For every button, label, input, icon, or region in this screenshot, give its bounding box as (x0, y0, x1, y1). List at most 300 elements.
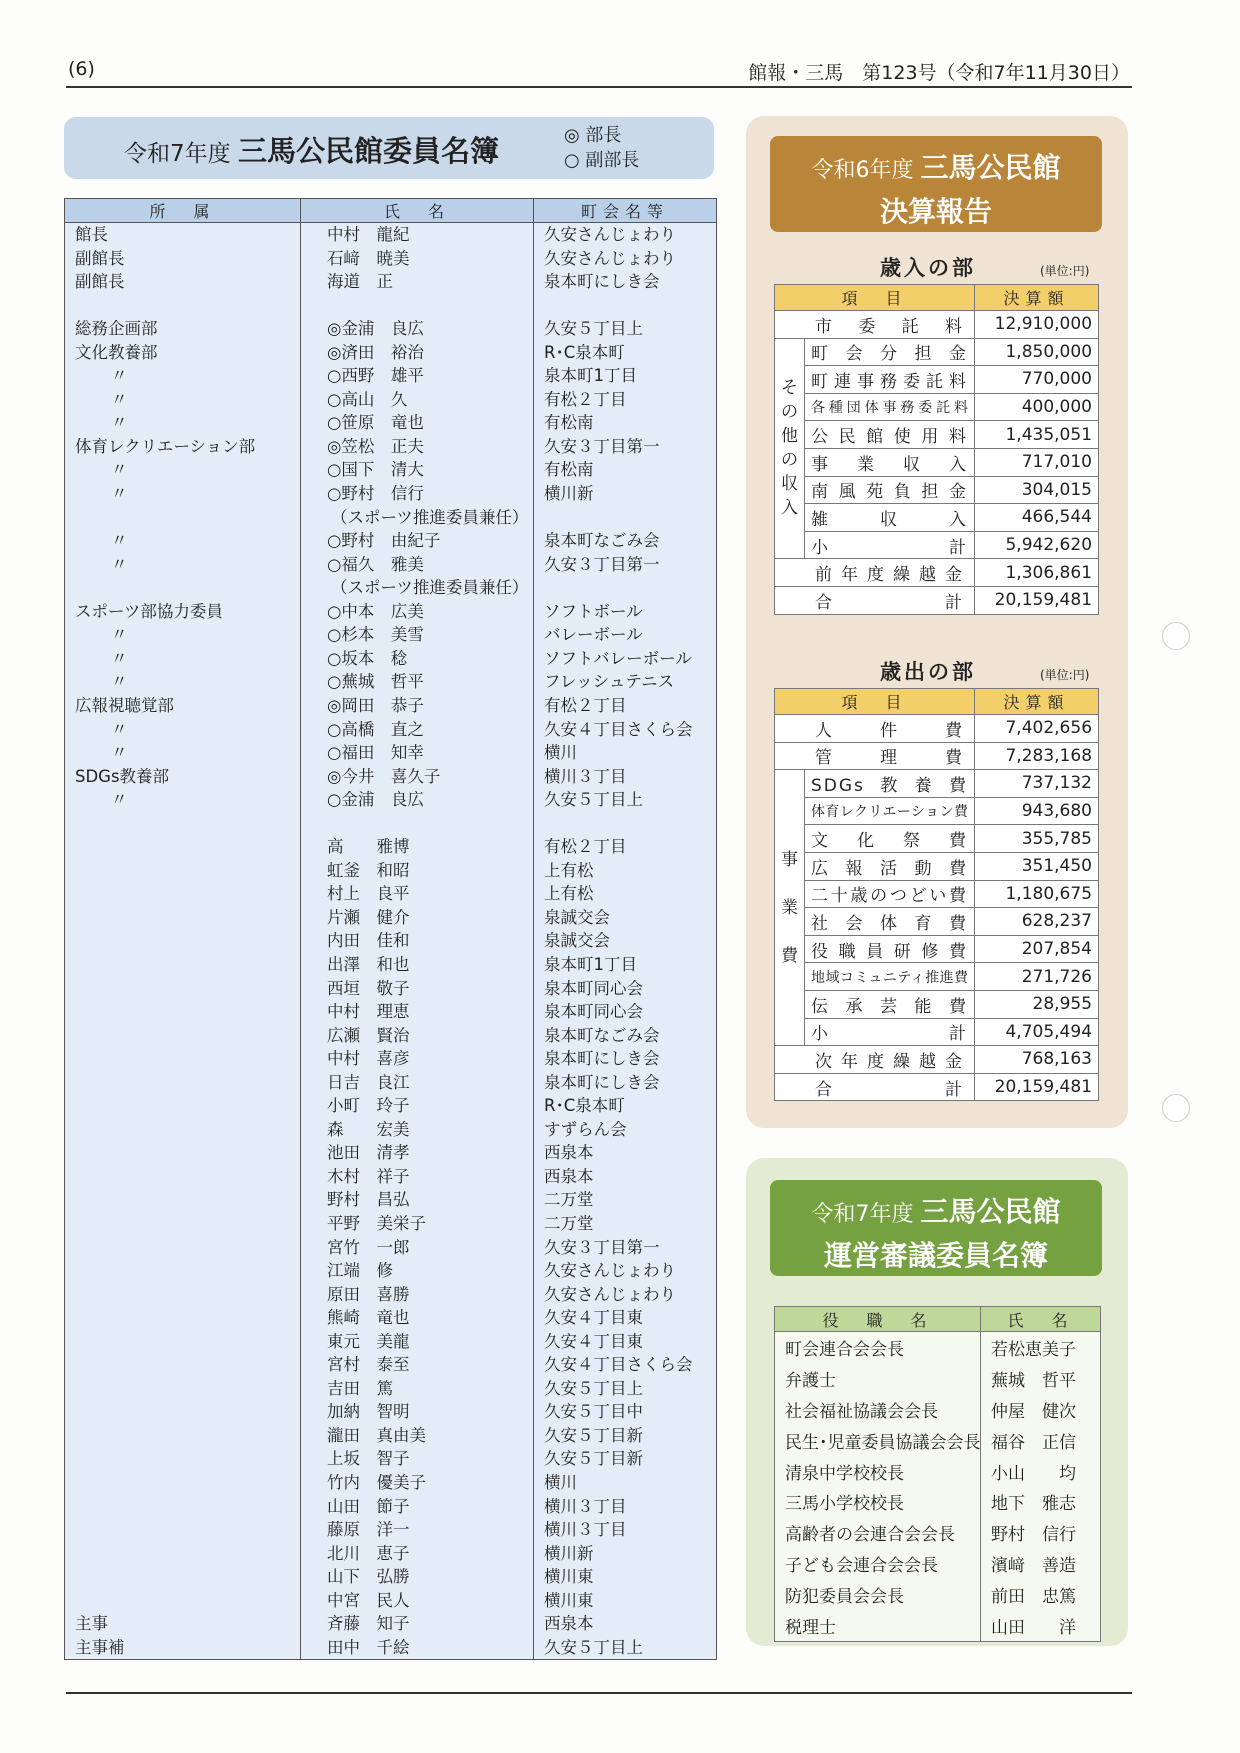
roster-affiliation: 〃 (65, 741, 301, 765)
roster-town: 横川新 (534, 1542, 717, 1566)
roster-member-name: 田中 千絵 (301, 1636, 534, 1660)
roster-town: 横川新 (534, 482, 717, 506)
roster-member-name: 瀧田 真由美 (301, 1424, 534, 1448)
roster-town (534, 506, 717, 530)
budget-row (775, 421, 1099, 449)
council-member-name: 地下 雅志 (981, 1486, 1101, 1517)
roster-affiliation: 〃 (65, 623, 301, 647)
roster-town: 泉本町にしき会 (534, 1071, 717, 1095)
roster-affiliation: 主事 (65, 1612, 301, 1636)
budget-row (775, 448, 1099, 476)
roster-town: 久安４丁目さくら会 (534, 1353, 717, 1377)
legend-vice: ○ 副部長 (564, 150, 640, 171)
budget-row (775, 935, 1099, 963)
roster-town: フレッシュテニス (534, 670, 717, 694)
roster-affiliation: 〃 (65, 670, 301, 694)
roster-town: 横川３丁目 (534, 765, 717, 789)
roster-affiliation (65, 1377, 301, 1401)
income-group-label: そ の 他 の 収 入 (775, 338, 805, 559)
budget-amount: 7,283,168 (975, 742, 1099, 770)
roster-row (65, 247, 717, 271)
budget-item-label: 町連事務委託料 (805, 366, 975, 394)
budget-row (775, 531, 1099, 559)
roster-town (534, 576, 717, 600)
budget-row (775, 990, 1099, 1018)
roster-town: 久安５丁目上 (534, 788, 717, 812)
council-member-name: 仲屋 健次 (981, 1394, 1101, 1425)
roster-member-name: 出澤 和也 (301, 953, 534, 977)
council-position: 社会福祉協議会会長 (775, 1394, 981, 1425)
budget-amount: 466,544 (975, 504, 1099, 532)
roster-member-name: 中宮 民人 (301, 1589, 534, 1613)
roster-member-name: 中村 理恵 (301, 1000, 534, 1024)
roster-affiliation: 文化教養部 (65, 341, 301, 365)
roster-town: 上有松 (534, 882, 717, 906)
roster-affiliation: 〃 (65, 529, 301, 553)
roster-member-name: 虹釜 和昭 (301, 859, 534, 883)
income-col-amount: 決算額 (975, 285, 1099, 311)
roster-row (65, 1188, 717, 1212)
roster-town: ソフトバレーボール (534, 647, 717, 671)
budget-amount: 355,785 (975, 825, 1099, 853)
roster-row (65, 788, 717, 812)
budget-item-label: 管理費 (775, 742, 975, 770)
council-position: 税理士 (775, 1610, 981, 1641)
roster-row (65, 1447, 717, 1471)
roster-member-name: 吉田 篤 (301, 1377, 534, 1401)
roster-row (65, 1589, 717, 1613)
roster-affiliation: 総務企画部 (65, 317, 301, 341)
council-row (775, 1332, 1101, 1363)
roster-member-name: ○高橋 直之 (301, 717, 534, 741)
budget-item-label: 町会分担金 (805, 338, 975, 366)
roster-member-name: ○西野 雄平 (301, 364, 534, 388)
budget-title-main: 三馬公民館 (920, 151, 1061, 184)
roster-town: 有松２丁目 (534, 694, 717, 718)
council-title-prefix: 令和7年度 (811, 1202, 914, 1227)
roster-affiliation (65, 1094, 301, 1118)
roster-affiliation (65, 906, 301, 930)
roster-title-prefix: 令和7年度 (124, 141, 231, 167)
roster-town: 横川３丁目 (534, 1495, 717, 1519)
budget-item-label: 次年度繰越金 (775, 1046, 975, 1074)
roster-member-name: ○坂本 稔 (301, 647, 534, 671)
roster-affiliation (65, 882, 301, 906)
roster-affiliation (65, 1165, 301, 1189)
budget-amount: 271,726 (975, 963, 1099, 991)
roster-town: 泉本町なごみ会 (534, 1024, 717, 1048)
roster-affiliation (65, 1306, 301, 1330)
roster-row (65, 576, 717, 600)
roster-affiliation (65, 1024, 301, 1048)
budget-row (775, 366, 1099, 394)
roster-town: 西泉本 (534, 1612, 717, 1636)
council-col-name: 氏 名 (981, 1307, 1101, 1332)
council-row (775, 1579, 1101, 1610)
budget-row (775, 504, 1099, 532)
budget-item-label: 合計 (775, 586, 975, 614)
roster-member-name: 石﨑 暁美 (301, 247, 534, 271)
roster-member-name: ○福田 知幸 (301, 741, 534, 765)
roster-row (65, 906, 717, 930)
roster-affiliation: 〃 (65, 647, 301, 671)
budget-amount: 628,237 (975, 908, 1099, 936)
roster-title-main: 三馬公民館委員名簿 (237, 134, 499, 168)
roster-affiliation (65, 1283, 301, 1307)
budget-item-label: 人件費 (775, 715, 975, 743)
income-unit: (単位:円) (1040, 264, 1090, 278)
roster-affiliation (65, 1353, 301, 1377)
binder-hole (1162, 1094, 1190, 1122)
budget-item-label: 各種団体事務委託料 (805, 393, 975, 421)
expense-group-label: 事 業 費 (775, 770, 805, 1046)
council-member-name: 若松恵美子 (981, 1332, 1101, 1363)
roster-town: 泉本町同心会 (534, 1000, 717, 1024)
roster-affiliation: 〃 (65, 788, 301, 812)
roster-affiliation (65, 1471, 301, 1495)
roster-row (65, 294, 717, 318)
roster-affiliation (65, 1542, 301, 1566)
income-table (774, 284, 1099, 615)
roster-member-name: 片瀬 健介 (301, 906, 534, 930)
council-row (775, 1548, 1101, 1579)
roster-affiliation (65, 1118, 301, 1142)
roster-affiliation: 〃 (65, 482, 301, 506)
roster-row (65, 1071, 717, 1095)
roster-affiliation (65, 294, 301, 318)
roster-town: ソフトボール (534, 600, 717, 624)
roster-affiliation: 副館長 (65, 270, 301, 294)
roster-row (65, 812, 717, 836)
council-table (774, 1306, 1101, 1642)
council-position: 清泉中学校校長 (775, 1456, 981, 1487)
roster-member-name: ◎笠松 正夫 (301, 435, 534, 459)
budget-item-label: 二十歳のつどい費 (805, 880, 975, 908)
roster-member-name: 日吉 良江 (301, 1071, 534, 1095)
roster-member-name: 北川 恵子 (301, 1542, 534, 1566)
roster-row (65, 1495, 717, 1519)
roster-member-name: 中村 龍紀 (301, 223, 534, 247)
roster-member-name: ○杉本 美雪 (301, 623, 534, 647)
roster-member-name: 東元 美龍 (301, 1330, 534, 1354)
council-col-position: 役 職 名 (775, 1307, 981, 1332)
budget-amount: 20,159,481 (975, 586, 1099, 614)
roster-town (534, 294, 717, 318)
budget-row (775, 1073, 1099, 1101)
roster-row (65, 929, 717, 953)
roster-member-name: 上坂 智子 (301, 1447, 534, 1471)
roster-affiliation: 主事補 (65, 1636, 301, 1660)
council-row (775, 1425, 1101, 1456)
roster-row (65, 1094, 717, 1118)
expense-title: 歳出の部 (880, 660, 976, 684)
budget-amount: 1,306,861 (975, 559, 1099, 587)
budget-amount: 7,402,656 (975, 715, 1099, 743)
roster-affiliation (65, 859, 301, 883)
roster-town: 泉本町1丁目 (534, 364, 717, 388)
budget-item-label: 広報活動費 (805, 852, 975, 880)
council-position: 子ども会連合会会長 (775, 1548, 981, 1579)
roster-affiliation (65, 1495, 301, 1519)
council-position: 防犯委員会会長 (775, 1579, 981, 1610)
roster-member-name: ○笹原 竜也 (301, 411, 534, 435)
council-member-name: 濱﨑 善造 (981, 1548, 1101, 1579)
roster-member-name: 広瀬 賢治 (301, 1024, 534, 1048)
roster-town: 有松南 (534, 458, 717, 482)
roster-member-name: 西垣 敬子 (301, 977, 534, 1001)
roster-affiliation (65, 1047, 301, 1071)
budget-item-label: 南風苑負担金 (805, 476, 975, 504)
budget-item-label: 文化祭費 (805, 825, 975, 853)
roster-row (65, 458, 717, 482)
roster-row (65, 765, 717, 789)
roster-affiliation: スポーツ部協力委員 (65, 600, 301, 624)
roster-member-name (301, 812, 534, 836)
roster-row (65, 317, 717, 341)
budget-panel (746, 116, 1128, 1128)
budget-row (775, 476, 1099, 504)
roster-row (65, 364, 717, 388)
budget-amount: 207,854 (975, 935, 1099, 963)
budget-item-label: 体育レクリエーション費 (805, 797, 975, 825)
roster-town: 久安４丁目さくら会 (534, 717, 717, 741)
budget-row (775, 311, 1099, 339)
council-row (775, 1394, 1101, 1425)
page-number: (6) (68, 58, 95, 80)
council-title-box (770, 1180, 1102, 1276)
roster-town: 久安４丁目東 (534, 1306, 717, 1330)
council-position: 弁護士 (775, 1363, 981, 1394)
roster-member-name: 内田 佳和 (301, 929, 534, 953)
council-title-line2: 運営審議委員名簿 (823, 1239, 1048, 1272)
roster-affiliation (65, 1565, 301, 1589)
roster-row (65, 506, 717, 530)
roster-affiliation (65, 835, 301, 859)
budget-item-label: 小計 (805, 531, 975, 559)
roster-affiliation: 館長 (65, 223, 301, 247)
budget-item-label: 前年度繰越金 (775, 559, 975, 587)
expense-col-amount: 決算額 (975, 689, 1099, 715)
header-rule (66, 86, 1132, 88)
budget-amount: 4,705,494 (975, 1018, 1099, 1046)
roster-affiliation (65, 1518, 301, 1542)
budget-row (775, 852, 1099, 880)
roster-row (65, 1236, 717, 1260)
roster-member-name: ◎済田 裕治 (301, 341, 534, 365)
council-title-main: 三馬公民館 (920, 1195, 1061, 1228)
roster-row (65, 1141, 717, 1165)
roster-col-town: 町会名等 (534, 199, 717, 223)
roster-affiliation (65, 1141, 301, 1165)
roster-town: 久安５丁目新 (534, 1424, 717, 1448)
roster-town: 泉本町なごみ会 (534, 529, 717, 553)
roster-town: 横川３丁目 (534, 1518, 717, 1542)
roster-row (65, 1565, 717, 1589)
roster-row (65, 1259, 717, 1283)
budget-amount: 12,910,000 (975, 311, 1099, 339)
roster-affiliation (65, 1259, 301, 1283)
roster-town: 二万堂 (534, 1188, 717, 1212)
roster-town: 久安３丁目第一 (534, 435, 717, 459)
roster-member-name: 平野 美栄子 (301, 1212, 534, 1236)
roster-town: 横川東 (534, 1565, 717, 1589)
budget-amount: 770,000 (975, 366, 1099, 394)
roster-town: 久安５丁目上 (534, 317, 717, 341)
expense-col-item: 項 目 (775, 689, 975, 715)
council-position: 民生･児童委員協議会会長 (775, 1425, 981, 1456)
roster-affiliation: SDGs教養部 (65, 765, 301, 789)
roster-town: R･C泉本町 (534, 1094, 717, 1118)
roster-town: 横川 (534, 741, 717, 765)
budget-amount: 351,450 (975, 852, 1099, 880)
roster-col-name: 氏 名 (301, 199, 534, 223)
roster-town: 久安さんじょわり (534, 1259, 717, 1283)
roster-row (65, 1542, 717, 1566)
council-position: 三馬小学校校長 (775, 1486, 981, 1517)
roster-town: 有松南 (534, 411, 717, 435)
roster-affiliation (65, 1000, 301, 1024)
budget-title-line2: 決算報告 (879, 195, 992, 228)
roster-affiliation: 〃 (65, 364, 301, 388)
roster-member-name: ○野村 由紀子 (301, 529, 534, 553)
roster-row (65, 411, 717, 435)
roster-town (534, 812, 717, 836)
roster-member-name: （スポーツ推進委員兼任） (301, 506, 534, 530)
expense-table (774, 688, 1099, 1101)
budget-row (775, 1046, 1099, 1074)
roster-affiliation (65, 929, 301, 953)
budget-title-prefix: 令和6年度 (811, 158, 914, 183)
roster-town: 西泉本 (534, 1165, 717, 1189)
roster-row (65, 623, 717, 647)
budget-item-label: SDGs教養費 (805, 770, 975, 798)
roster-row (65, 647, 717, 671)
roster-town: 泉誠交会 (534, 906, 717, 930)
budget-item-label: 市委託料 (775, 311, 975, 339)
roster-row (65, 1306, 717, 1330)
roster-member-name: 池田 清孝 (301, 1141, 534, 1165)
roster-member-name (301, 294, 534, 318)
roster-row (65, 341, 717, 365)
roster-row (65, 1518, 717, 1542)
roster-row (65, 388, 717, 412)
roster-town: 久安５丁目上 (534, 1636, 717, 1660)
roster-row (65, 223, 717, 247)
roster-town: 横川 (534, 1471, 717, 1495)
council-panel (746, 1158, 1128, 1646)
roster-member-name: 藤原 洋一 (301, 1518, 534, 1542)
roster-member-name: 小町 玲子 (301, 1094, 534, 1118)
roster-legend (564, 123, 639, 173)
roster-row (65, 741, 717, 765)
roster-member-name: ◎今井 喜久子 (301, 765, 534, 789)
roster-row (65, 1330, 717, 1354)
budget-item-label: 合計 (775, 1073, 975, 1101)
budget-item-label: 雑収入 (805, 504, 975, 532)
roster-town: 泉本町にしき会 (534, 1047, 717, 1071)
budget-row (775, 559, 1099, 587)
roster-town: 久安５丁目新 (534, 1447, 717, 1471)
budget-row (775, 742, 1099, 770)
roster-affiliation: 〃 (65, 553, 301, 577)
budget-row (775, 908, 1099, 936)
roster-table (64, 198, 717, 1660)
income-title: 歳入の部 (880, 256, 976, 280)
roster-row (65, 694, 717, 718)
roster-affiliation (65, 953, 301, 977)
roster-town: 泉誠交会 (534, 929, 717, 953)
budget-row (775, 963, 1099, 991)
budget-item-label: 役職員研修費 (805, 935, 975, 963)
roster-affiliation: 〃 (65, 411, 301, 435)
roster-affiliation: 〃 (65, 458, 301, 482)
roster-member-name: ○国下 清大 (301, 458, 534, 482)
council-position: 高齢者の会連合会会長 (775, 1517, 981, 1548)
roster-title-band (64, 117, 714, 179)
roster-town: 泉本町にしき会 (534, 270, 717, 294)
roster-town: 泉本町1丁目 (534, 953, 717, 977)
roster-row (65, 977, 717, 1001)
roster-member-name: 竹内 優美子 (301, 1471, 534, 1495)
roster-member-name: ◎金浦 良広 (301, 317, 534, 341)
roster-row (65, 953, 717, 977)
roster-town: R･C泉本町 (534, 341, 717, 365)
roster-affiliation: 〃 (65, 388, 301, 412)
roster-member-name: ◎岡田 恭子 (301, 694, 534, 718)
roster-affiliation: 体育レクリエーション部 (65, 435, 301, 459)
budget-amount: 1,180,675 (975, 880, 1099, 908)
roster-town: 横川東 (534, 1589, 717, 1613)
roster-affiliation: 広報視聴覚部 (65, 694, 301, 718)
budget-amount: 5,942,620 (975, 531, 1099, 559)
roster-member-name: 熊崎 竜也 (301, 1306, 534, 1330)
roster-member-name: 加納 智明 (301, 1400, 534, 1424)
roster-row (65, 1424, 717, 1448)
roster-member-name: ○福久 雅美 (301, 553, 534, 577)
roster-affiliation (65, 1071, 301, 1095)
footer-rule (66, 1692, 1132, 1694)
budget-amount: 717,010 (975, 448, 1099, 476)
budget-item-label: 小計 (805, 1018, 975, 1046)
roster-town: すずらん会 (534, 1118, 717, 1142)
roster-row (65, 1400, 717, 1424)
roster-town: 上有松 (534, 859, 717, 883)
council-member-name: 福谷 正信 (981, 1425, 1101, 1456)
roster-row (65, 1283, 717, 1307)
budget-amount: 943,680 (975, 797, 1099, 825)
roster-town: 久安３丁目第一 (534, 553, 717, 577)
roster-member-name: ○野村 信行 (301, 482, 534, 506)
budget-amount: 1,435,051 (975, 421, 1099, 449)
roster-member-name: 斉藤 知子 (301, 1612, 534, 1636)
roster-member-name: 宮村 泰至 (301, 1353, 534, 1377)
council-row (775, 1486, 1101, 1517)
roster-row (65, 670, 717, 694)
roster-title (124, 129, 499, 170)
budget-row (775, 797, 1099, 825)
budget-item-label: 地域コミュニティ推進費 (805, 963, 975, 991)
roster-member-name: ○金浦 良広 (301, 788, 534, 812)
roster-affiliation (65, 1447, 301, 1471)
budget-row (775, 586, 1099, 614)
roster-row (65, 435, 717, 459)
council-row (775, 1363, 1101, 1394)
budget-item-label: 伝承芸能費 (805, 990, 975, 1018)
roster-member-name: （スポーツ推進委員兼任） (301, 576, 534, 600)
roster-town: 西泉本 (534, 1141, 717, 1165)
roster-row (65, 1047, 717, 1071)
legend-head: ◎ 部長 (564, 125, 622, 146)
